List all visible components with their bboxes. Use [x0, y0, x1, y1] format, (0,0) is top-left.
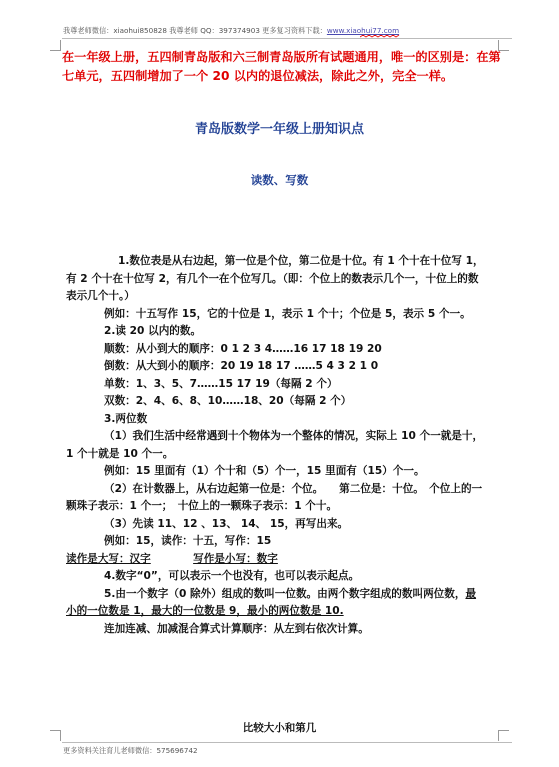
paragraph-count-up: 顺数：从小到大的顺序：0 1 2 3 4……16 17 18 19 20 — [104, 342, 382, 355]
header-text: 我尊老师微信：xiaohui850828 我尊老师 QQ：397374903 更多复习资料下载： — [63, 26, 327, 35]
red-notice-paragraph: 在一年级上册，五四制青岛版和六三制青岛版所有试题通用，唯一的区别是：在第七单元，五四制增加了一个 20 以内的退位减法，除此之外，完全一样。 — [62, 50, 501, 83]
paragraph-ten-ones: （1）我们生活中经常遇到十个物体为一个整体的情况，实际上 10 个一就是十，1 个十就是 10 个一。 — [66, 430, 484, 460]
header-divider — [62, 38, 512, 39]
underlined-write-rule: 写作是小写：数字 — [193, 552, 278, 565]
paragraph-abacus: （2）在计数器上，从右边起第一位是：个位。 第二位是：十位。 个位上的一颗珠子表示：1 个一； 十位上的一颗珠子表示：1 个十。 — [66, 482, 483, 512]
underlined-min-max: 最小的一位数是 1，最大的一位数是 9，最小的两位数是 10. — [66, 587, 477, 617]
section-title-reading-writing: 读数、写数 — [250, 173, 309, 187]
paragraph-count-down: 倒数：从大到小的顺序：20 19 18 17 ……5 4 3 2 1 0 — [104, 360, 379, 372]
paragraph-place-value: 1.数位表是从右边起，第一位是个位，第二位是十位。有 1 个十在十位写 1，有 2 个十在十位写 2，有几个一在个位写几。（即：个位上的数表示几个一，十位上的数表示几个十。） — [66, 255, 484, 302]
page-footer: 更多资料关注育儿老师微信：575696742 — [63, 746, 198, 755]
paragraph-heading-2: 2.读 20 以内的数。 — [104, 325, 202, 337]
paragraph-zero: 4.数字“0”，可以表示一个也没有，也可以表示起点。 — [104, 570, 360, 582]
paragraph-case-rule — [66, 551, 486, 569]
paragraph-read-then-write: （3）先读 11、12 、13、 14、 15，再写出来。 — [104, 517, 349, 530]
header-url-link[interactable]: www.xiaohui77.com — [326, 26, 400, 35]
footer-divider — [62, 742, 512, 743]
paragraph-digit-count — [66, 586, 486, 621]
paragraph-odd-numbers: 单数：1、3、5、7……15 17 19（每隔 2 个） — [104, 377, 338, 390]
document-body — [66, 253, 486, 638]
paragraph-calc-order: 连加连减、加减混合算式计算顺序：从左到右依次计算。 — [104, 622, 369, 635]
digit-definition-text: 5.由一个数字（0 除外）组成的数叫一位数。由两个数字组成的数叫两位数， — [104, 587, 466, 600]
paragraph-even-numbers: 双数：2、4、6、8、10……18、20（每隔 2 个） — [104, 395, 352, 407]
paragraph-example-read-write: 例如：15，读作：十五，写作：15 — [104, 535, 272, 547]
paragraph-heading-3: 3.两位数 — [104, 412, 148, 425]
underlined-read-rule: 读作是大写：汉字 — [66, 552, 151, 565]
margin-corner-mark — [50, 40, 61, 51]
section-title-compare: 比较大小和第几 — [242, 722, 317, 734]
document-title: 青岛版数学一年级上册知识点 — [194, 122, 364, 137]
paragraph-example-15: 例如：十五写作 15，它的十位是 1，表示 1 个十；个位是 5，表示 5 个一。 — [104, 307, 471, 320]
paragraph-example-tens-ones: 例如：15 里面有（1）个十和（5）个一，15 里面有（15）个一。 — [104, 465, 425, 477]
page-header — [63, 26, 523, 36]
